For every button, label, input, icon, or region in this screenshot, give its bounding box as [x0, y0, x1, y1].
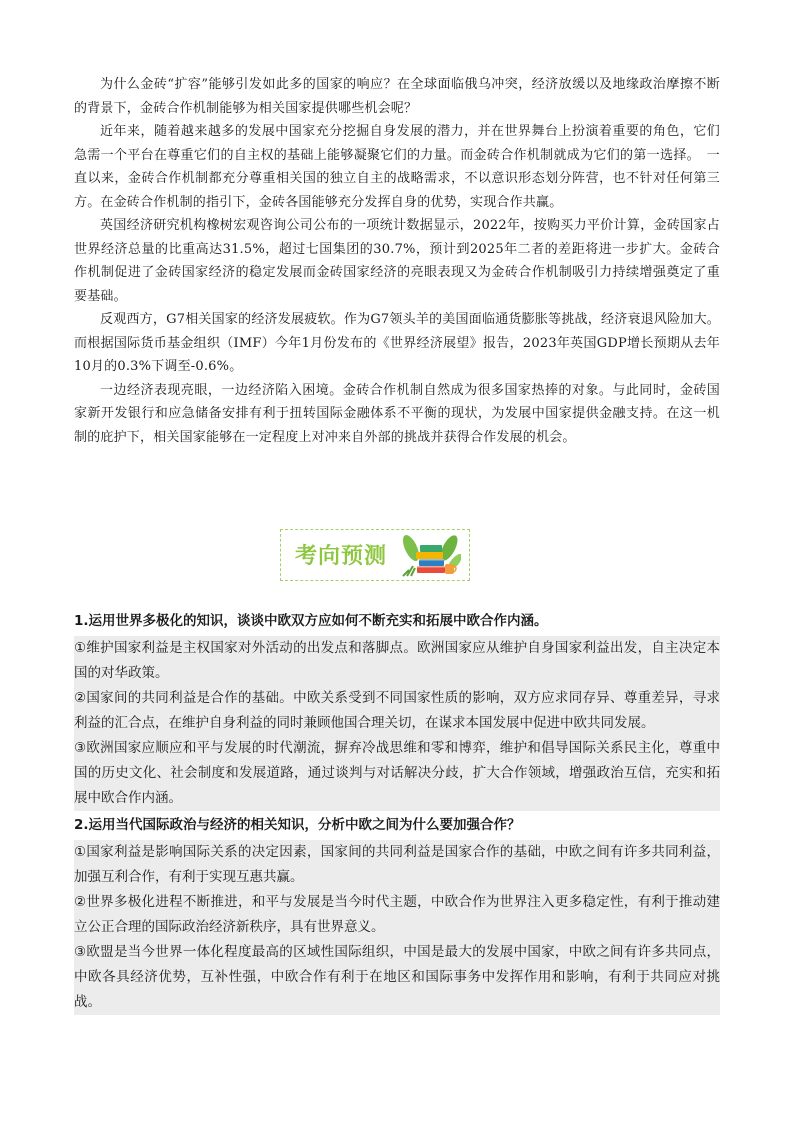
intro-paragraph: 反观西方，G7相关国家的经济发展疲软。作为G7领头羊的美国面临通货膨胀等挑战，经济衰退风险加大。而根据国际货币基金组织（IMF）今年1月份发布的《世界经济展望》报告，2023年英国GDP增长预期从去年10月的0.3%下调至-0.6%。	[74, 312, 720, 374]
answer-point: ②世界多极化进程不断推进，和平与发展是当今时代主题，中欧合作为世界注入更多稳定性，有利于推动建立公正合理的国际政治经济新秩序，具有世界意义。	[74, 894, 720, 935]
question-title: 1.运用世界多极化的知识，谈谈中欧双方应如何不断充实和拓展中欧合作内涵。	[74, 607, 720, 636]
answer-point: ②国家间的共同利益是合作的基础。中欧关系受到不同国家性质的影响，双方应求同存异、尊重差异，寻求利益的汇合点，在维护自身利益的同时兼顾他国合理关切，在谋求本国发展中促进中欧共同发展。	[74, 690, 720, 731]
banner-title: 考向预测	[295, 544, 388, 569]
section-banner	[280, 529, 470, 581]
books-plant-icon	[397, 532, 461, 578]
answer-block	[74, 636, 720, 811]
answer-point: ③欧洲国家应顺应和平与发展的时代潮流，摒弃冷战思维和零和博弈，维护和倡导国际关系民主化，尊重中国的历史文化、社会制度和发展道路，通过谈判与对话解决分歧，扩大合作领域，增强政治互信，充实和拓展中欧合作内涵。	[74, 740, 720, 806]
intro-paragraph: 一边经济表现亮眼，一边经济陷入困境。金砖合作机制自然成为很多国家热捧的对象。与此同时，金砖国家新开发银行和应急储备安排有利于扭转国际金融体系不平衡的现状，为发展中国家提供金融支持。在这一机制的庇护下，相关国家能够在一定程度上对冲来自外部的挑战并获得合作发展的机会。	[74, 382, 720, 445]
intro-text	[74, 73, 720, 449]
answer-point: ①国家利益是影响国际关系的决定因素，国家间的共同利益是国家合作的基础，中欧之间有许多共同利益，加强互利合作，有利于实现互惠共赢。	[74, 844, 720, 885]
question-title: 2.运用当代国际政治与经济的相关知识，分析中欧之间为什么要加强合作？	[74, 811, 720, 840]
answer-block	[74, 840, 720, 1015]
answer-point: ①维护国家利益是主权国家对外活动的出发点和落脚点。欧洲国家应从维护自身国家利益出发，自主决定本国的对华政策。	[74, 640, 720, 681]
intro-paragraph: 英国经济研究机构橡树宏观咨询公司公布的一项统计数据显示，2022年，按购买力平价计算，金砖国家占世界经济总量的比重高达31.5%，超过七国集团的30.7%，预计到2025年二者的差距将进一步扩大。金砖合作机制促进了金砖国家经济的稳定发展而金砖国家经济的亮眼表现又为金砖合作机制吸引力持续增强奠定了重要基础。	[74, 218, 720, 304]
intro-paragraph: 为什么金砖“扩容”能够引发如此多的国家的响应？在全球面临俄乌冲突，经济放缓以及地缘政治摩擦不断的背景下，金砖合作机制能够为相关国家提供哪些机会呢？	[74, 77, 720, 116]
question-section	[74, 607, 720, 1015]
answer-point: ③欧盟是当今世界一体化程度最高的区域性国际组织，中国是最大的发展中国家，中欧之间有许多共同点，中欧各具经济优势，互补性强，中欧合作有利于在地区和国际事务中发挥作用和影响，有利于共同应对挑战。	[74, 944, 720, 1010]
intro-paragraph: 近年来，随着越来越多的发展中国家充分挖掘自身发展的潜力，并在世界舞台上扮演着重要的角色，它们急需一个平台在尊重它们的自主权的基础上能够凝聚它们的力量。而金砖合作机制就成为它们的第一选择。 一直以来，金砖合作机制都充分尊重相关国的独立自主的战略需求，不以意识形态划分阵营，也不针对任何第三方。在金砖合作机制的指引下，金砖各国能够充分发挥自身的优势，实现合作共赢。	[74, 124, 720, 210]
